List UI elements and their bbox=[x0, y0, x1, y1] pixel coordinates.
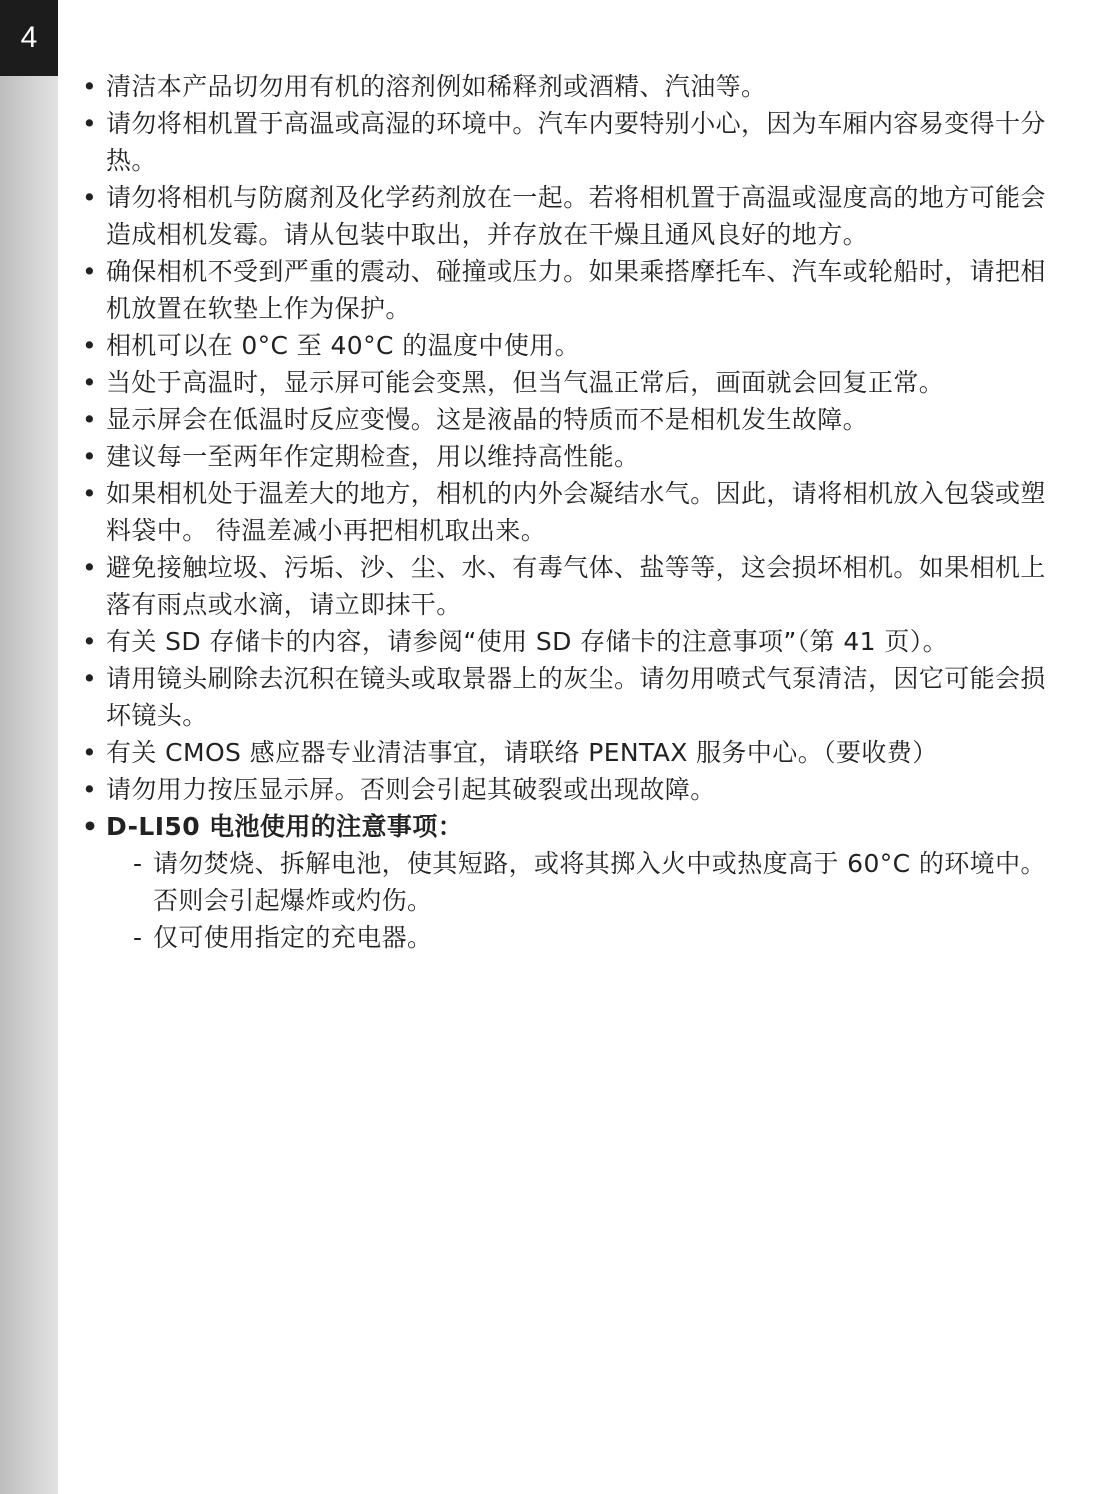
caution-item-dirt: • 避免接触垃圾、污垢、沙、尘、水、有毒气体、盐等等，这会损坏相机。如果相机上落有雨点或水滴，请立即抹干。 bbox=[80, 549, 1055, 623]
page-number-tab bbox=[0, 0, 58, 76]
battery-caution-heading: D-LI50 电池使用的注意事项： bbox=[106, 812, 464, 841]
caution-list bbox=[80, 68, 1055, 956]
page-number: 4 bbox=[20, 21, 38, 54]
caution-item-operating-range: • 相机可以在 0°C 至 40°C 的温度中使用。 bbox=[80, 327, 1055, 364]
caution-item-high-temperature: • 请勿将相机置于高温或高湿的环境中。汽车内要特别小心，因为车厢内容易变得十分热。 bbox=[80, 105, 1055, 179]
battery-caution-item-charger: - 仅可使用指定的充电器。 bbox=[132, 919, 1055, 956]
battery-caution-item bbox=[80, 808, 1055, 956]
battery-caution-item-fire: - 请勿焚烧、拆解电池，使其短路，或将其掷入火中或热度高于 60°C 的环境中。否则会引起爆炸或灼伤。 bbox=[132, 845, 1055, 919]
caution-item-solvents: • 清洁本产品切勿用有机的溶剂例如稀释剂或酒精、汽油等。 bbox=[80, 68, 1055, 105]
caution-item-display-cold: • 显示屏会在低温时反应变慢。这是液晶的特质而不是相机发生故障。 bbox=[80, 401, 1055, 438]
caution-item-condensation: • 如果相机处于温差大的地方，相机的内外会凝结水气。因此，请将相机放入包袋或塑料袋中。 待温差减小再把相机取出来。 bbox=[80, 475, 1055, 549]
caution-item-display-pressure: • 请勿用力按压显示屏。否则会引起其破裂或出现故障。 bbox=[80, 771, 1055, 808]
battery-caution-list bbox=[106, 845, 1055, 956]
caution-item-inspection: • 建议每一至两年作定期检查，用以维持高性能。 bbox=[80, 438, 1055, 475]
caution-item-lens-brush: • 请用镜头刷除去沉积在镜头或取景器上的灰尘。请勿用喷式气泵清洁，因它可能会损坏镜头。 bbox=[80, 660, 1055, 734]
caution-item-cmos-cleaning: • 有关 CMOS 感应器专业清洁事宜，请联络 PENTAX 服务中心。（要收费） bbox=[80, 734, 1055, 771]
caution-item-vibration: • 确保相机不受到严重的震动、碰撞或压力。如果乘搭摩托车、汽车或轮船时，请把相机放置在软垫上作为保护。 bbox=[80, 253, 1055, 327]
caution-item-sd-card: • 有关 SD 存储卡的内容，请参阅“使用 SD 存储卡的注意事项”（第 41 页）。 bbox=[80, 623, 1055, 660]
side-margin-strip bbox=[0, 0, 58, 1494]
caution-item-display-heat: • 当处于高温时，显示屏可能会变黑，但当气温正常后，画面就会回复正常。 bbox=[80, 364, 1055, 401]
caution-content bbox=[80, 68, 1055, 956]
caution-item-chemicals: • 请勿将相机与防腐剂及化学药剂放在一起。若将相机置于高温或湿度高的地方可能会造成相机发霉。请从包装中取出，并存放在干燥且通风良好的地方。 bbox=[80, 179, 1055, 253]
